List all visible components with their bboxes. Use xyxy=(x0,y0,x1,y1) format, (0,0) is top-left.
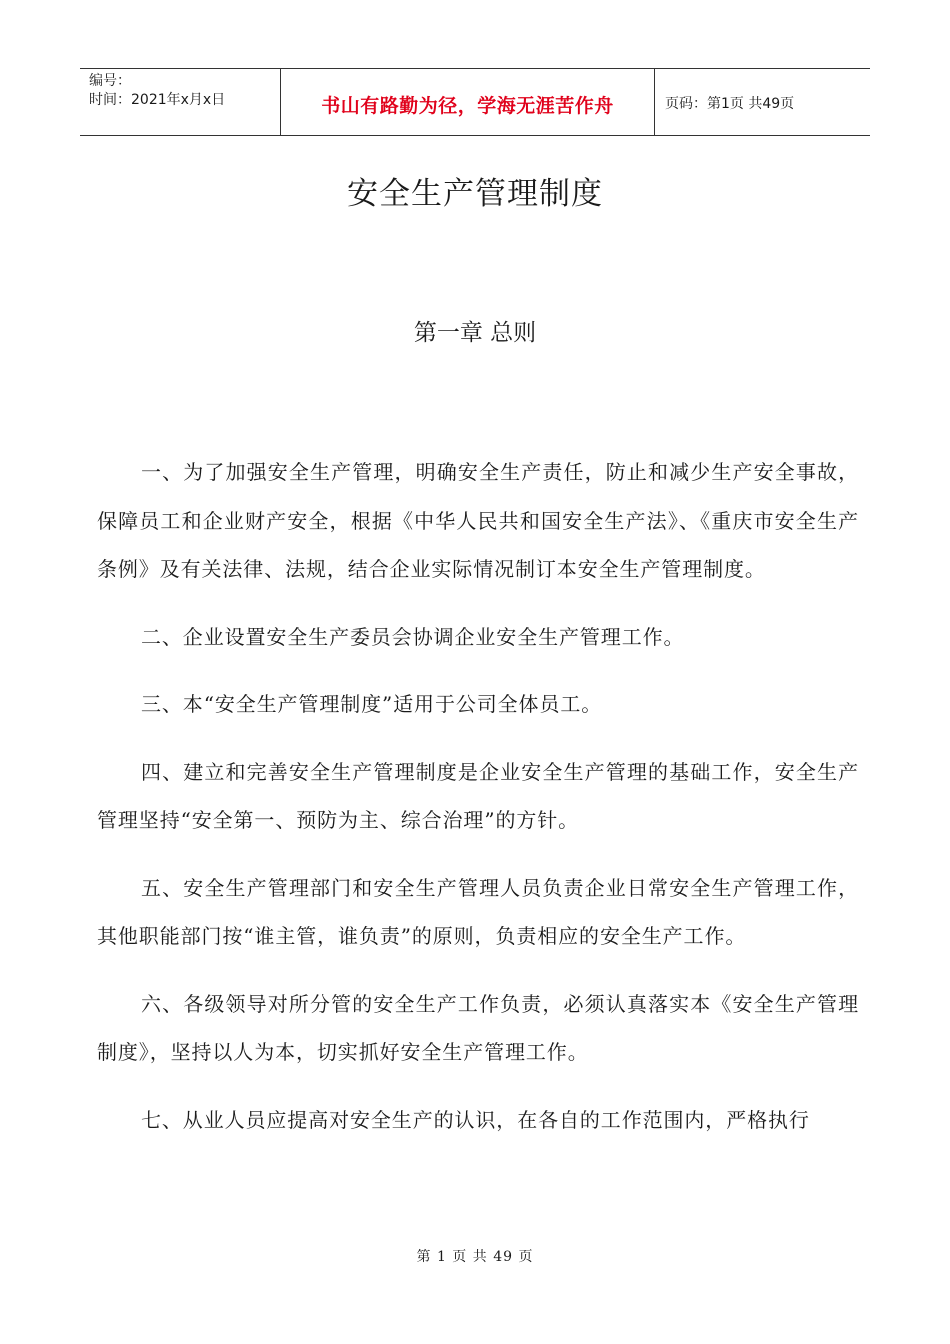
page-footer: 第 1 页 共 49 页 xyxy=(416,1249,534,1265)
header-motto: 书山有路勤为径，学海无涯苦作舟 xyxy=(321,94,614,117)
header-page-info: 页码：第1页 共49页 xyxy=(665,96,795,112)
header-page-info-cell xyxy=(655,69,870,135)
document-body xyxy=(97,448,859,1163)
chapter-heading: 第一章 总则 xyxy=(413,320,537,346)
paragraph: 一、为了加强安全生产管理，明确安全生产责任，防止和减少生产安全事故，保障员工和企业财产安全，根据《中华人民共和国安全生产法》、《重庆市安全生产条例》及有关法律、法规，结合企业实际情况制订本安全生产管理制度。 xyxy=(97,460,859,581)
paragraph: 四、建立和完善安全生产管理制度是企业安全生产管理的基础工作，安全生产管理坚持“安全第一、预防为主、综合治理”的方针。 xyxy=(97,759,859,832)
header-meta xyxy=(80,69,281,135)
paragraph: 七、从业人员应提高对安全生产的认识，在各自的工作范围内，严格执行 xyxy=(141,1107,810,1132)
document-title: 安全生产管理制度 xyxy=(347,176,603,212)
paragraph: 六、各级领导对所分管的安全生产工作负责，必须认真落实本《安全生产管理制度》，坚持以人为本，切实抓好安全生产管理工作。 xyxy=(97,991,859,1064)
header-motto-cell xyxy=(281,69,655,135)
paragraph: 三、本“安全生产管理制度”适用于公司全体员工。 xyxy=(141,692,603,716)
document-date: 时间：2021年x月x日 xyxy=(89,92,226,108)
document-number-label: 编号： xyxy=(89,73,131,89)
document-header xyxy=(80,68,870,136)
paragraph: 二、企业设置安全生产委员会协调企业安全生产管理工作。 xyxy=(141,624,685,649)
paragraph: 五、安全生产管理部门和安全生产管理人员负责企业日常安全生产管理工作，其他职能部门按“谁主管，谁负责”的原则，负责相应的安全生产工作。 xyxy=(97,875,859,948)
